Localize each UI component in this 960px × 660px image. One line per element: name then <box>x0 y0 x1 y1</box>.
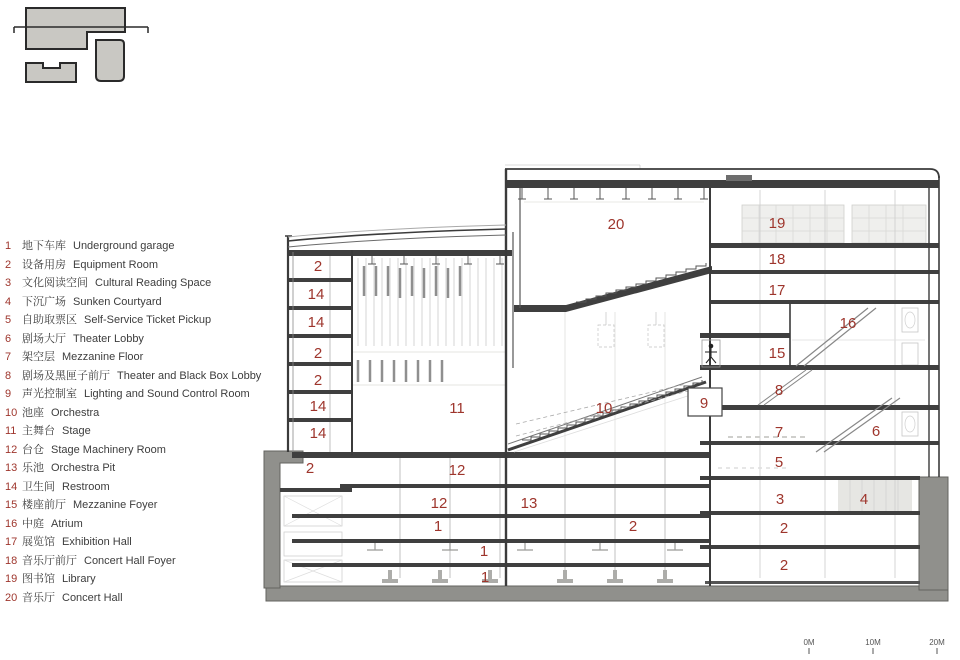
legend-item-english: Lighting and Sound Control Room <box>84 388 250 400</box>
legend-item-chinese: 音乐厅前厅 <box>22 554 77 567</box>
legend-item-english: Concert Hall <box>62 591 123 604</box>
legend-item-chinese: 图书馆 <box>22 573 55 585</box>
foundation <box>264 451 948 601</box>
concert-hall-seating-steps <box>576 263 706 302</box>
legend-item-chinese: 乐池 <box>22 462 44 474</box>
legend-item-number: 3 <box>5 277 12 289</box>
legend-item-number: 10 <box>5 406 18 419</box>
column-footings <box>382 570 673 581</box>
legend-item-english: Library <box>62 573 96 585</box>
scale-bar-ticks <box>809 648 937 654</box>
room-label-2: 2 <box>305 460 315 477</box>
legend-item-english: Cultural Reading Space <box>95 277 212 289</box>
room-label-2: 2 <box>779 520 789 537</box>
scale-label-20M: 20M <box>929 638 945 647</box>
legend-item-english: Atrium <box>51 517 83 530</box>
legend-item-chinese: 文化阅读空间 <box>22 277 88 289</box>
room-label-7: 7 <box>774 424 784 441</box>
room-label-6: 6 <box>871 423 881 440</box>
legend-item-chinese: 展览馆 <box>22 536 55 548</box>
legend-item-number: 8 <box>5 369 12 382</box>
legend-item-chinese: 剧场大厅 <box>22 332 66 345</box>
room-label-14: 14 <box>309 425 327 442</box>
roof-hangers <box>518 188 708 199</box>
room-label-4: 4 <box>859 491 869 508</box>
room-label-5: 5 <box>774 454 784 471</box>
room-label-15: 15 <box>768 345 786 362</box>
main-roof-line <box>505 169 939 178</box>
scale-label-10M: 10M <box>865 638 881 647</box>
legend-item-english: Equipment Room <box>73 258 158 271</box>
room-label-1: 1 <box>479 543 489 560</box>
legend-item-chinese: 声光控制室 <box>22 388 77 400</box>
room-label-2: 2 <box>313 372 323 389</box>
room-label-10: 10 <box>595 400 613 417</box>
legend-item-english: Self-Service Ticket Pickup <box>84 314 212 326</box>
legend-item-english: Orchestra Pit <box>51 462 116 474</box>
room-label-8: 8 <box>774 382 784 399</box>
legend-item-chinese: 设备用房 <box>22 258 66 271</box>
legend-item-chinese: 架空层 <box>22 351 55 363</box>
legend-item-english: Mezzanine Foyer <box>73 499 158 511</box>
room-label-3: 3 <box>775 491 785 508</box>
room-label-20: 20 <box>607 216 625 233</box>
legend-item-english: Mezzanine Floor <box>62 351 144 363</box>
room-label-14: 14 <box>307 286 325 303</box>
room-label-13: 13 <box>520 495 538 512</box>
legend-item-english: Orchestra <box>51 406 100 419</box>
legend-item-number: 11 <box>5 425 17 437</box>
room-label-14: 14 <box>309 398 327 415</box>
room-label-2: 2 <box>313 258 323 275</box>
legend-item-number: 20 <box>5 591 18 604</box>
legend-item-number: 9 <box>5 388 12 400</box>
legend-item-number: 19 <box>5 573 18 585</box>
legend-item-number: 17 <box>5 536 18 548</box>
concert-hall-raked-floor <box>566 266 712 312</box>
legend-item-english: Sunken Courtyard <box>73 295 162 308</box>
legend-item-english: Concert Hall Foyer <box>84 554 176 567</box>
stair <box>758 370 812 405</box>
room-label-1: 1 <box>433 518 443 535</box>
roof-slab <box>505 180 939 188</box>
scale-label-0M: 0M <box>803 638 815 647</box>
room-label-14: 14 <box>307 314 325 331</box>
room-label-2: 2 <box>779 557 789 574</box>
legend-item-number: 13 <box>5 462 18 474</box>
legend-item-english: Stage Machinery Room <box>51 443 166 456</box>
legend-item-chinese: 池座 <box>22 406 44 419</box>
library-shelves <box>852 205 926 243</box>
legend-item-chinese: 卫生间 <box>22 480 55 493</box>
sunken-courtyard-shading <box>838 478 912 511</box>
stage-ceiling-slab <box>288 250 512 256</box>
legend-item-chinese: 自助取票区 <box>22 314 77 326</box>
legend-item-english: Exhibition Hall <box>62 536 132 548</box>
room-label-11: 11 <box>449 400 465 417</box>
legend-item-english: Restroom <box>62 480 110 493</box>
room-label-18: 18 <box>768 251 786 268</box>
legend-item-number: 12 <box>5 443 18 456</box>
legend-item-number: 15 <box>5 499 18 511</box>
legend-item-chinese: 台仓 <box>22 443 44 456</box>
room-label-2: 2 <box>628 518 638 535</box>
room-label-2: 2 <box>313 345 323 362</box>
room-label-9: 9 <box>699 395 709 412</box>
legend-item-number: 14 <box>5 480 18 493</box>
concert-hall-floor <box>514 305 566 312</box>
stage-rigging <box>358 258 502 382</box>
scale-bar <box>803 638 945 647</box>
legend-item-number: 6 <box>5 332 12 345</box>
legend-item-chinese: 剧场及黑匣子前厅 <box>22 369 110 382</box>
legend-item-number: 1 <box>5 240 12 252</box>
room-label-16: 16 <box>839 315 857 332</box>
stage-floor-slab <box>292 452 710 458</box>
legend-item-english: Stage <box>62 425 91 437</box>
legend-item-number: 7 <box>5 351 12 363</box>
legend-item-chinese: 音乐厅 <box>22 591 55 604</box>
room-label-12: 12 <box>430 495 448 512</box>
legend-item-english: Underground garage <box>73 240 175 252</box>
legend-item-number: 5 <box>5 314 12 326</box>
atrium-escalator <box>796 308 876 366</box>
legend-item-english: Theater Lobby <box>73 332 144 345</box>
legend-item-chinese: 地下车库 <box>22 240 66 252</box>
legend-item-chinese: 下沉广场 <box>22 295 66 308</box>
room-label-12: 12 <box>448 462 466 479</box>
legend-item-english: Theater and Black Box Lobby <box>117 369 262 382</box>
legend-item-chinese: 主舞台 <box>22 425 55 437</box>
legend-item-number: 4 <box>5 295 12 308</box>
legend-item-number: 2 <box>5 258 12 271</box>
legend-item-chinese: 楼座前厅 <box>22 499 66 511</box>
room-label-1: 1 <box>480 569 490 586</box>
room-label-19: 19 <box>768 215 786 232</box>
legend-item-number: 16 <box>5 517 18 530</box>
legend-item-chinese: 中庭 <box>22 517 44 530</box>
legend-item-number: 18 <box>5 554 18 567</box>
room-label-17: 17 <box>768 282 786 299</box>
